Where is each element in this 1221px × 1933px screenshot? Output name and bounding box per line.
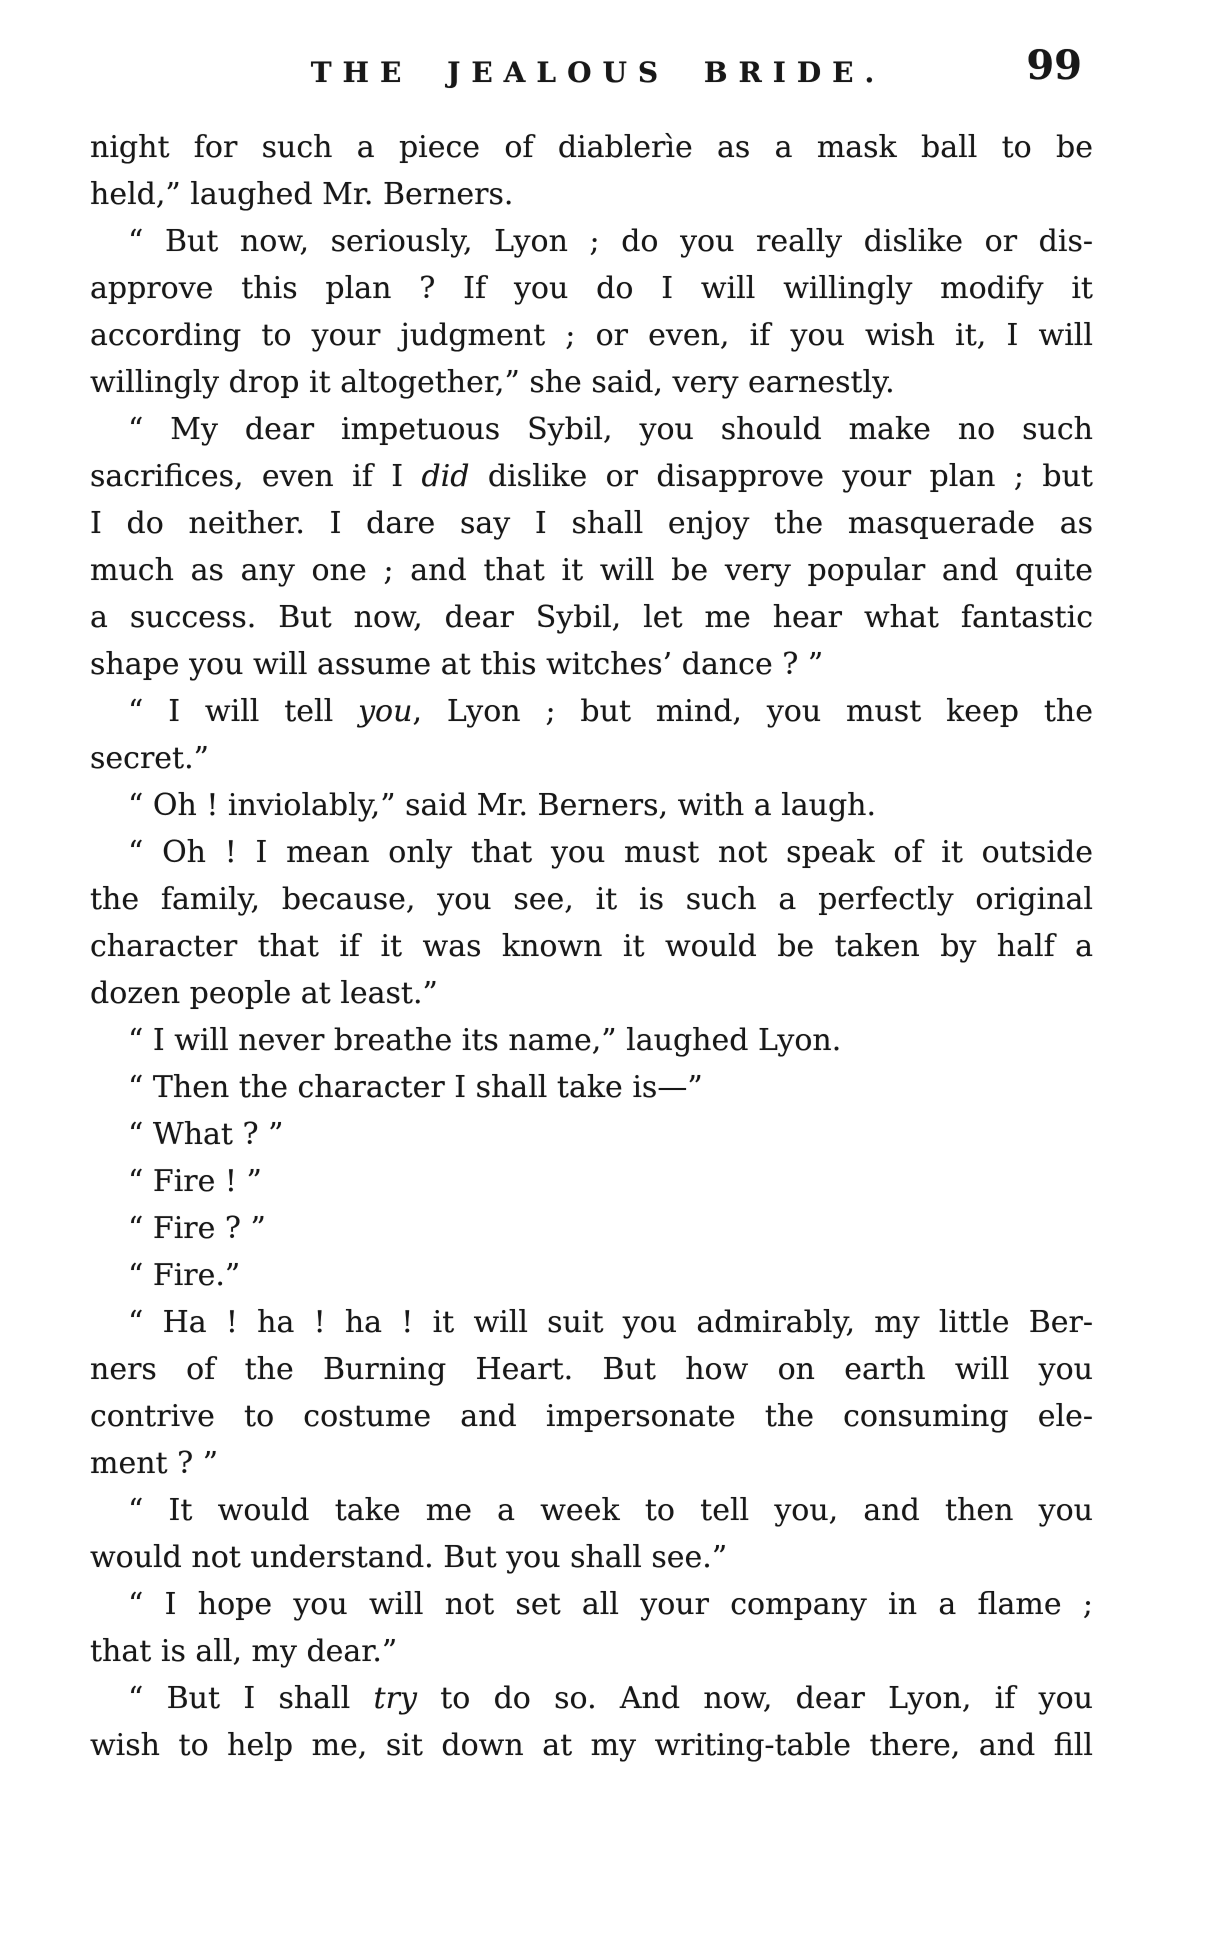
- paragraph: [90, 1017, 1093, 1064]
- paragraph: [90, 1111, 1093, 1158]
- text-segment: shape you will assume at this witches’ dance ? ”: [90, 647, 824, 682]
- italic-text: did: [421, 459, 470, 494]
- running-title: THE JEALOUS BRIDE.: [310, 56, 886, 89]
- text-line: [90, 171, 1093, 218]
- text-line: [90, 1252, 1093, 1299]
- italic-text: you: [358, 694, 413, 729]
- page-number: 99: [1026, 42, 1082, 89]
- text-segment: dislike or disapprove your plan ; but: [469, 459, 1093, 494]
- text-line: [90, 923, 1093, 970]
- text-line: [90, 735, 1093, 782]
- text-segment: “ Fire ? ”: [128, 1211, 266, 1246]
- text-segment: sacrifices, even if I: [90, 459, 422, 494]
- text-line: [90, 829, 1093, 876]
- text-block: [90, 124, 1093, 1769]
- text-segment: secret.”: [90, 741, 209, 776]
- text-segment: “ It would take me a week to tell you, and then you: [128, 1493, 1093, 1528]
- paragraph: [90, 1252, 1093, 1299]
- text-segment: “ Oh ! inviolably,” said Mr. Berners, with a laugh.: [128, 788, 877, 823]
- text-line: [90, 1534, 1093, 1581]
- text-segment: “ But I shall: [128, 1681, 374, 1716]
- text-line: [90, 1299, 1093, 1346]
- text-segment: character that if it was known it would be taken by half a: [90, 929, 1093, 964]
- text-segment: night for such a piece of diablerìe as a mask ball to be: [90, 130, 1093, 165]
- text-line: [90, 218, 1093, 265]
- paragraph: [90, 406, 1093, 688]
- paragraph: [90, 829, 1093, 1017]
- text-line: [90, 1205, 1093, 1252]
- text-segment: approve this plan ? If you do I will willingly modify it: [90, 271, 1093, 306]
- paragraph: [90, 218, 1093, 406]
- text-line: [90, 688, 1093, 735]
- paragraph: [90, 1487, 1093, 1581]
- text-line: [90, 641, 1093, 688]
- text-segment: “ Fire.”: [128, 1258, 241, 1293]
- text-segment: according to your judgment ; or even, if you wish it, I will: [90, 318, 1093, 353]
- text-line: [90, 1346, 1093, 1393]
- text-line: [90, 970, 1093, 1017]
- text-segment: “ What ? ”: [128, 1117, 284, 1152]
- text-segment: “ Ha ! ha ! ha ! it will suit you admirably, my little Ber-: [128, 1305, 1093, 1340]
- text-segment: a success. But now, dear Sybil, let me hear what fantastic: [90, 600, 1093, 635]
- paragraph: [90, 1675, 1093, 1769]
- text-segment: “ I will tell: [128, 694, 359, 729]
- text-line: [90, 594, 1093, 641]
- text-line: [90, 1722, 1093, 1769]
- text-line: [90, 782, 1093, 829]
- page-header: [88, 42, 1108, 90]
- text-line: [90, 547, 1093, 594]
- text-line: [90, 876, 1093, 923]
- text-segment: wish to help me, sit down at my writing-table there, and fill: [90, 1728, 1093, 1763]
- text-line: [90, 1111, 1093, 1158]
- text-segment: “ My dear impetuous Sybil, you should make no such: [128, 412, 1093, 447]
- text-segment: “ I will never breathe its name,” laughed Lyon.: [128, 1023, 842, 1058]
- paragraph: [90, 782, 1093, 829]
- text-segment: “ Oh ! I mean only that you must not speak of it outside: [128, 835, 1093, 870]
- text-line: [90, 1440, 1093, 1487]
- text-segment: I do neither. I dare say I shall enjoy the masquerade as: [90, 506, 1093, 541]
- paragraph: [90, 1299, 1093, 1487]
- paragraph: [90, 688, 1093, 782]
- text-segment: much as any one ; and that it will be very popular and quite: [90, 553, 1093, 588]
- text-segment: ners of the Burning Heart. But how on earth will you: [90, 1352, 1093, 1387]
- text-line: [90, 1487, 1093, 1534]
- text-line: [90, 359, 1093, 406]
- paragraph: [90, 1064, 1093, 1111]
- text-line: [90, 1064, 1093, 1111]
- paragraph: [90, 1158, 1093, 1205]
- text-line: [90, 1017, 1093, 1064]
- paragraph: [90, 1205, 1093, 1252]
- text-segment: “ I hope you will not set all your company in a flame ;: [128, 1587, 1093, 1622]
- paragraph: [90, 1581, 1093, 1675]
- text-line: [90, 1675, 1093, 1722]
- text-segment: that is all, my dear.”: [90, 1634, 398, 1669]
- text-segment: , Lyon ; but mind, you must keep the: [412, 694, 1093, 729]
- italic-text: try: [373, 1681, 417, 1716]
- paragraph: [90, 124, 1093, 218]
- text-segment: “ But now, seriously, Lyon ; do you really dislike or dis-: [128, 224, 1093, 259]
- text-segment: contrive to costume and impersonate the consuming ele-: [90, 1399, 1093, 1434]
- text-segment: held,” laughed Mr. Berners.: [90, 177, 514, 212]
- text-segment: would not understand. But you shall see.”: [90, 1540, 728, 1575]
- text-line: [90, 124, 1093, 171]
- text-segment: to do so. And now, dear Lyon, if you: [416, 1681, 1094, 1716]
- text-line: [90, 1393, 1093, 1440]
- text-segment: “ Then the character I shall take is—”: [128, 1070, 703, 1105]
- text-segment: ment ? ”: [90, 1446, 219, 1481]
- text-line: [90, 265, 1093, 312]
- text-line: [90, 1158, 1093, 1205]
- text-segment: dozen people at least.”: [90, 976, 438, 1011]
- text-line: [90, 1628, 1093, 1675]
- text-line: [90, 406, 1093, 453]
- text-line: [90, 312, 1093, 359]
- text-segment: willingly drop it altogether,” she said, very earnestly.: [90, 365, 895, 400]
- text-segment: “ Fire ! ”: [128, 1164, 262, 1199]
- text-line: [90, 500, 1093, 547]
- text-line: [90, 1581, 1093, 1628]
- text-line: [90, 453, 1093, 500]
- text-segment: the family, because, you see, it is such a perfectly original: [90, 882, 1093, 917]
